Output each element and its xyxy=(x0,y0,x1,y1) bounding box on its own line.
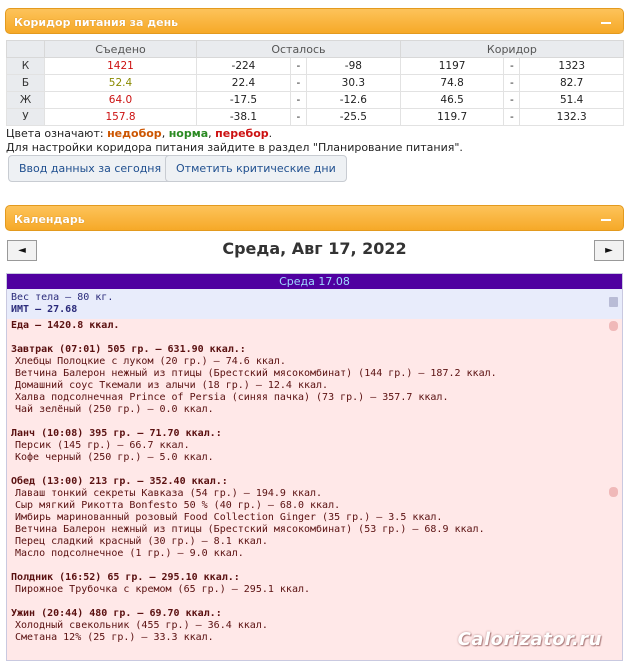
meal-item: Чай зелёный (250 гр.) — 0.0 ккал. xyxy=(15,404,214,415)
prev-day-button[interactable]: ◄ xyxy=(7,240,37,261)
watermark-logo: Calorizator.ru xyxy=(457,629,602,650)
calendar-panel-header[interactable] xyxy=(5,205,624,231)
corridor-min: 119.7 xyxy=(400,109,504,126)
table-header-eaten: Съедено xyxy=(45,41,197,58)
food-total: Еда — 1420.8 ккал. xyxy=(11,320,120,331)
corridor-dash: - xyxy=(504,109,520,126)
eaten-value: 157.8 xyxy=(45,109,197,126)
meal-item: Сыр мягкий Рикотта Bonfesto 50 % (40 гр.) — 68.0 ккал. xyxy=(15,500,341,511)
meal-item: Халва подсолнечная Prince of Persia (синяя пачка) (73 гр.) — 357.7 ккал. xyxy=(15,392,449,403)
remaining-min: -224 xyxy=(197,58,291,75)
meal-item: Перец сладкий красный (30 гр.) — 8.1 ккал. xyxy=(15,536,268,547)
corridor-dash: - xyxy=(504,58,520,75)
meal-item: Ветчина Балерон нежный из птицы (Брестский мясокомбинат) (53 гр.) — 68.9 ккал. xyxy=(15,524,485,535)
meal-item: Пирожное Трубочка с кремом (65 гр.) — 295.1 ккал. xyxy=(15,584,311,595)
row-label: К xyxy=(7,58,45,75)
meal-item: Хлебцы Полоцкие с луком (20 гр.) — 74.6 ккал. xyxy=(15,356,286,367)
calendar-date-title: Среда, Авг 17, 2022 xyxy=(222,239,407,258)
meal-title: Ланч (10:08) 395 гр. — 71.70 ккал.: xyxy=(11,428,222,439)
meal-item: Кофе черный (250 гр.) — 5.0 ккал. xyxy=(15,452,214,463)
table-row xyxy=(7,58,624,75)
minimize-icon[interactable] xyxy=(601,211,611,221)
remaining-min: -38.1 xyxy=(197,109,291,126)
eaten-value: 52.4 xyxy=(45,75,197,92)
remaining-max: -12.6 xyxy=(306,92,400,109)
legend-norm: норма xyxy=(168,127,209,140)
corridor-min: 46.5 xyxy=(400,92,504,109)
remaining-max: -98 xyxy=(306,58,400,75)
meal-item: Масло подсолнечное (1 гр.) — 9.0 ккал. xyxy=(15,548,244,559)
food-block xyxy=(7,319,622,645)
meal-item: Имбирь маринованный розовый Food Collection Ginger (35 гр.) — 3.5 ккал. xyxy=(15,512,443,523)
table-header-remaining: Осталось xyxy=(197,41,401,58)
color-legend: Цвета означают: недобор, норма, перебор. Для настройки коридора питания зайдите в раздел "Планирование питания". xyxy=(6,127,463,154)
legend-over: перебор xyxy=(215,127,269,140)
remaining-min: 22.4 xyxy=(197,75,291,92)
table-row xyxy=(7,109,624,126)
meal-item: Холодный свекольник (455 гр.) — 36.4 ккал. xyxy=(15,620,268,631)
corridor-dash: - xyxy=(504,92,520,109)
remaining-dash: - xyxy=(290,58,306,75)
meal-title: Завтрак (07:01) 505 гр. — 631.90 ккал.: xyxy=(11,344,246,355)
weight-line: Вес тела — 80 кг. xyxy=(11,292,114,303)
meal-item: Домашний соус Ткемали из алычи (18 гр.) — 12.4 ккал. xyxy=(15,380,329,391)
corridor-panel-header[interactable] xyxy=(5,8,624,34)
table-header-corridor: Коридор xyxy=(400,41,623,58)
remaining-min: -17.5 xyxy=(197,92,291,109)
meal-item: Сметана 12% (25 гр.) — 33.3 ккал. xyxy=(15,632,214,643)
day-header: Среда 17.08 xyxy=(7,274,622,289)
corridor-max: 132.3 xyxy=(520,109,624,126)
calendar-panel-title: Календарь xyxy=(14,213,85,226)
eaten-value: 1421 xyxy=(45,58,197,75)
minimize-icon[interactable] xyxy=(601,14,611,24)
meal-list xyxy=(11,344,618,644)
legend-prefix: Цвета означают: xyxy=(6,127,104,140)
day-card xyxy=(6,273,623,661)
legend-under: недобор xyxy=(107,127,162,140)
remaining-max: 30.3 xyxy=(306,75,400,92)
bmi-line: ИМТ — 27.68 xyxy=(11,304,78,315)
row-label: Ж xyxy=(7,92,45,109)
weight-icon[interactable] xyxy=(609,297,618,307)
remaining-max: -25.5 xyxy=(306,109,400,126)
meal-item: Ветчина Балерон нежный из птицы (Брестский мясокомбинат) (144 гр.) — 187.2 ккал. xyxy=(15,368,497,379)
corridor-min: 74.8 xyxy=(400,75,504,92)
enter-today-button[interactable]: Ввод данных за сегодня xyxy=(8,155,172,182)
eaten-value: 64.0 xyxy=(45,92,197,109)
table-row xyxy=(7,92,624,109)
food-icon[interactable] xyxy=(609,321,618,331)
meal-title: Полдник (16:52) 65 гр. — 295.10 ккал.: xyxy=(11,572,240,583)
corridor-max: 51.4 xyxy=(520,92,624,109)
corridor-dash: - xyxy=(504,75,520,92)
corridor-max: 1323 xyxy=(520,58,624,75)
critical-days-button[interactable]: Отметить критические дни xyxy=(165,155,347,182)
row-label: У xyxy=(7,109,45,126)
table-header-label xyxy=(7,41,45,58)
meal-item: Персик (145 гр.) — 66.7 ккал. xyxy=(15,440,190,451)
remaining-dash: - xyxy=(290,75,306,92)
remaining-dash: - xyxy=(290,92,306,109)
next-day-button[interactable]: ► xyxy=(594,240,624,261)
food-icon[interactable] xyxy=(609,487,618,497)
remaining-dash: - xyxy=(290,109,306,126)
corridor-min: 1197 xyxy=(400,58,504,75)
meal-item: Лаваш тонкий секреты Кавказа (54 гр.) — 194.9 ккал. xyxy=(15,488,323,499)
corridor-panel-title: Коридор питания за день xyxy=(14,16,179,29)
row-label: Б xyxy=(7,75,45,92)
meal-title: Ужин (20:44) 480 гр. — 69.70 ккал.: xyxy=(11,608,222,619)
table-row xyxy=(7,75,624,92)
legend-note: Для настройки коридора питания зайдите в раздел "Планирование питания". xyxy=(6,141,463,154)
nutrient-table xyxy=(6,40,624,126)
corridor-max: 82.7 xyxy=(520,75,624,92)
meal-title: Обед (13:00) 213 гр. — 352.40 ккал.: xyxy=(11,476,228,487)
weight-block xyxy=(7,289,622,319)
